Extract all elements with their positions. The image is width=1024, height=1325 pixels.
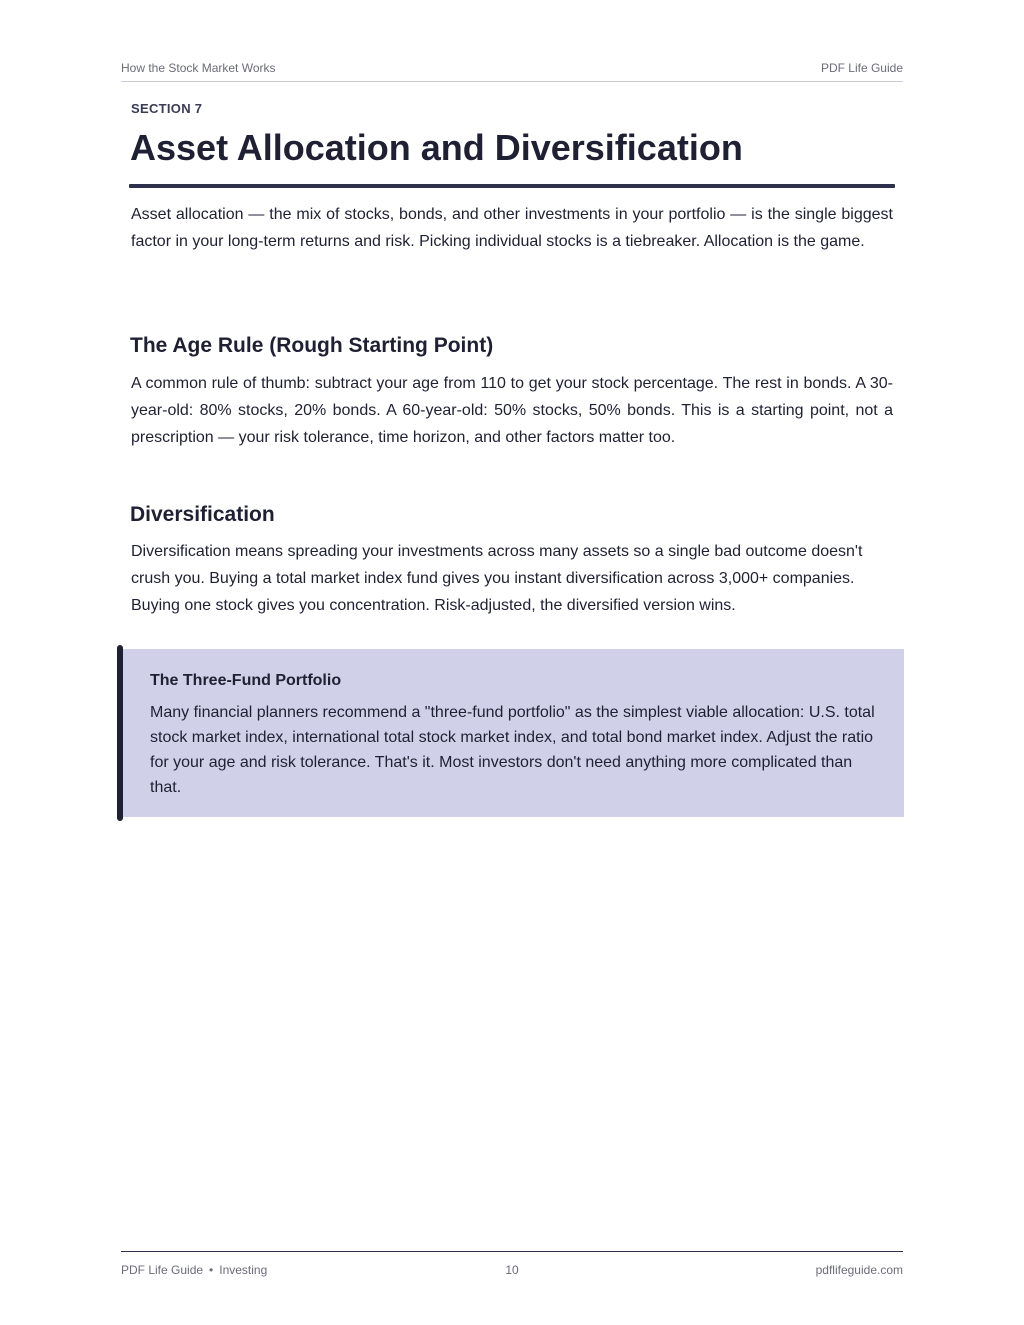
intro-paragraph: Asset allocation — the mix of stocks, bonds, and other investments in your portfolio — is the single biggest factor in your long-term returns and risk. Picking individual stocks is a tiebreaker. Allocation is the game.	[131, 206, 893, 250]
footer-website: pdflifeguide.com	[815, 1263, 903, 1277]
age-rule-paragraph: A common rule of thumb: subtract your age from 110 to get your stock percentage. The rest in bonds. A 30-year-old: 80% stocks, 20% bonds. A 60-year-old: 50% stocks, 50% bonds. This is a starting point, not a prescription — your risk tolerance, time horizon, and other factors matter too.	[131, 375, 893, 446]
diversification-paragraph: Diversification means spreading your investments across many assets so a single bad outcome doesn't crush you. Buying a total market index fund gives you instant diversification across 3,000+ companies. Buying one stock gives you concentration. Risk-adjusted, the diversified version wins.	[131, 543, 863, 614]
section-label: SECTION 7	[131, 101, 203, 116]
footer-category: Investing	[219, 1263, 268, 1277]
running-header	[121, 61, 903, 82]
title-divider	[129, 184, 895, 188]
callout-title: The Three-Fund Portfolio	[150, 672, 342, 689]
page-title: Asset Allocation and Diversification	[130, 127, 743, 168]
footer-separator: •	[209, 1263, 214, 1277]
header-publisher: PDF Life Guide	[820, 61, 903, 75]
diversification-heading: Diversification	[130, 503, 275, 526]
running-footer	[121, 1251, 903, 1282]
footer-brand: PDF Life Guide	[121, 1263, 204, 1277]
callout-body: Many financial planners recommend a "three-fund portfolio" as the simplest viable allocation: U.S. total stock market index, international total stock market index, and total bond market index. Adjust the ratio for your age and risk tolerance. That's it. Most investors don't need anything more complicated than that.	[150, 704, 875, 796]
age-rule-heading: The Age Rule (Rough Starting Point)	[130, 334, 494, 357]
page-number: 10	[505, 1263, 519, 1277]
callout-background	[123, 649, 904, 817]
header-book-title: How the Stock Market Works	[121, 61, 276, 75]
callout-box	[117, 645, 904, 821]
